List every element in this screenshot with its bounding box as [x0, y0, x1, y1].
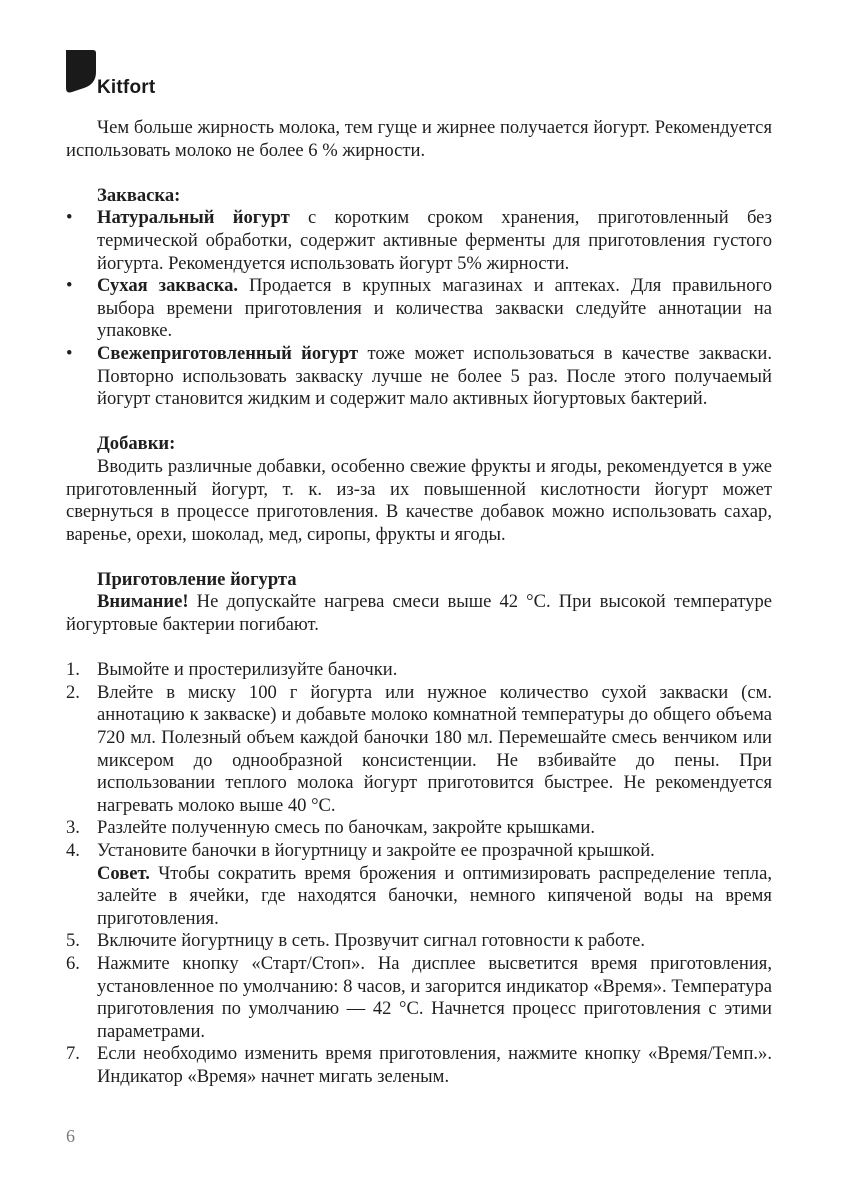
step-number: 2. — [66, 681, 80, 703]
starter-term: Сухая закваска. — [97, 275, 239, 297]
step-text: Влейте в миску 100 г йогурта или нужное количество сухой закваски (см. аннотацию к закваске) и добавьте молоко комнатной температуры до общего объема 720 мл. Полезный объем каждой баночки 180 мл. Перемешайте смесь венчиком или миксером до однообразной консистенции. Не взбивайте до пены. При использовании теплого молока йогурт приготовится быстрее. Не рекомендуется нагревать молоко выше 40 °C. — [97, 681, 772, 816]
starter-term: Натуральный йогурт — [97, 207, 290, 229]
step-text: Установите баночки в йогуртницу и закройте ее прозрачной крышкой. — [97, 840, 655, 861]
step-item — [66, 840, 772, 930]
starter-term: Свежеприготовленный йогурт — [97, 342, 359, 364]
warning-paragraph — [66, 591, 772, 636]
list-item — [66, 207, 772, 275]
step-number: 7. — [66, 1043, 80, 1065]
warning-text: Не допускайте нагрева смеси выше 42 °C. При высокой температуре йогуртовые бактерии погибают. — [66, 591, 772, 636]
step-text: Включите йогуртницу в сеть. Прозвучит сигнал готовности к работе. — [97, 930, 646, 952]
step-item — [66, 682, 772, 818]
warning-label: Внимание! — [97, 591, 189, 613]
step-text: Нажмите кнопку «Старт/Стоп». На дисплее высветится время приготовления, установленное по умолчанию: 8 часов, и загорится индикатор «Время». Температура приготовления по умолчанию — 42 °C. Начнется процесс приготовления с этими параметрами. — [97, 952, 772, 1042]
bullet-icon: • — [66, 275, 73, 297]
step-text: Разлейте полученную смесь по баночкам, закройте крышками. — [97, 817, 595, 839]
bullet-icon: • — [66, 342, 73, 364]
kitfort-logo — [66, 50, 176, 98]
step-number: 4. — [66, 840, 80, 861]
bullet-icon: • — [66, 207, 73, 229]
brand-name: Kitfort — [97, 77, 156, 98]
step-number: 5. — [66, 930, 80, 952]
tip-text: Чтобы сократить время брожения и оптимизировать распределение тепла, залейте в ячейки, где находятся баночки, немного кипяченой воды на время приготовления. — [97, 862, 772, 929]
step-number: 3. — [66, 817, 80, 839]
step-item — [66, 1043, 772, 1088]
tip-paragraph — [97, 863, 772, 931]
additives-paragraph: Вводить различные добавки, особенно свежие фрукты и ягоды, рекомендуется в уже приготовленный йогурт, т. к. из-за их повышенной кислотности йогурт может свернуться в процессе приготовления. В качестве добавок можно использовать сахар, варенье, орехи, шоколад, мед, сиропы, фрукты и ягоды. — [66, 455, 772, 545]
step-number: 6. — [66, 952, 80, 974]
page-content — [66, 117, 772, 1089]
preparation-heading: Приготовление йогурта — [97, 568, 297, 590]
list-item — [66, 343, 772, 411]
step-item — [66, 953, 772, 1043]
starter-list — [66, 207, 772, 410]
intro-paragraph: Чем больше жирность молока, тем гуще и жирнее получается йогурт. Рекомендуется использовать молоко не более 6 % жирности. — [66, 117, 772, 161]
starter-description: с коротким сроком хранения, приготовленный без термической обработки, содержит активные ферменты для приготовления густого йогурта. Рекомендуется использовать йогурт 5% жирности. — [97, 207, 772, 274]
step-text: Вымойте и простерилизуйте баночки. — [97, 659, 398, 681]
step-text: Если необходимо изменить время приготовления, нажмите кнопку «Время/Темп.». Индикатор «Время» начнет мигать зеленым. — [97, 1043, 772, 1087]
step-item — [66, 817, 772, 840]
starter-description: Продается в крупных магазинах и аптеках. Для правильного выбора времени приготовления и количества закваски следуйте аннотации на упаковке. — [97, 275, 772, 342]
list-item — [66, 275, 772, 343]
step-number: 1. — [66, 659, 80, 681]
kitfort-logo-icon — [66, 50, 96, 94]
step-item — [66, 659, 772, 682]
page-number: 6 — [66, 1126, 75, 1146]
starter-description: тоже может использоваться в качестве закваски. Повторно использовать закваску лучше не более 5 раз. После этого получаемый йогурт становится жидким и содержит мало активных йогуртовых бактерий. — [97, 342, 773, 410]
step-item — [66, 930, 772, 953]
tip-label: Совет. — [97, 862, 150, 884]
starter-heading: Закваска: — [97, 184, 181, 206]
additives-heading: Добавки: — [97, 433, 176, 455]
preparation-steps — [66, 659, 772, 1088]
